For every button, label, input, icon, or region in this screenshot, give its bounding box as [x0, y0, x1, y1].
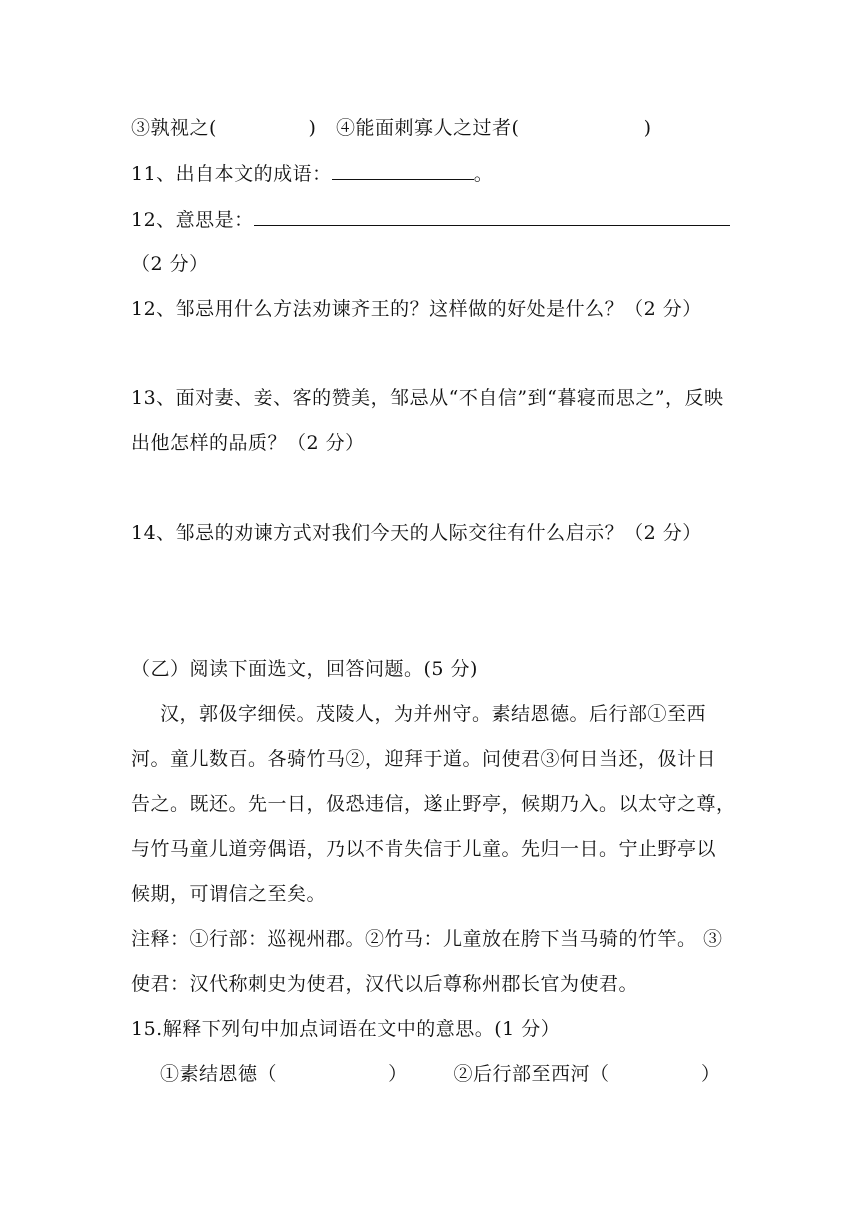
- notes-line-2: 使君：汉代称刺史为使君，汉代以后尊称州郡长官为使君。: [131, 973, 639, 995]
- passage-line: 候期，可谓信之至矣。: [131, 883, 327, 905]
- passage-line: 告之。既还。先一日，伋恐违信，遂止野亭，候期乃入。以太守之尊，: [131, 793, 736, 815]
- q15-answer-items: ①素结恩德（ ） ②后行部至西河（ ）: [160, 1063, 721, 1085]
- section-b-title: （乙）阅读下面选文，回答问题。(5 分): [131, 658, 478, 680]
- q12-meaning-score: （2 分）: [131, 253, 209, 275]
- passage-line: 汉，郭伋字细侯。茂陵人，为并州守。素结恩德。后行部①至西: [160, 703, 707, 725]
- q12-meaning-question: [131, 207, 730, 233]
- q12-meaning-answer-blank[interactable]: [254, 209, 730, 226]
- q15-question: 15.解释下列句中加点词语在文中的意思。(1 分）: [131, 1018, 561, 1040]
- passage-line: 河。童儿数百。各骑竹马②，迎拜于道。问使君③何日当还，伋计日: [131, 748, 717, 770]
- q11-answer-blank[interactable]: [332, 163, 474, 180]
- q14-question: 14、邹忌的劝谏方式对我们今天的人际交往有什么启示？（2 分）: [131, 522, 702, 544]
- q12-meaning-prefix: 12、意思是：: [131, 209, 254, 231]
- q11-suffix: 。: [473, 163, 494, 185]
- notes-line-1: 注释：①行部：巡视州郡。②竹马：儿童放在胯下当马骑的竹竿。 ③: [131, 928, 723, 950]
- q13-question-line-1: 13、面对妻、妾、客的赞美，邹忌从“不自信”到“暮寝而思之”，反映: [131, 387, 724, 409]
- q11-question: [131, 161, 493, 187]
- passage-line: 与竹马童儿道旁偶语，乃以不肯失信于儿童。先归一日。宁止野亭以: [131, 838, 717, 860]
- q11-prefix: 11、出自本文的成语：: [131, 163, 332, 185]
- q12-question: 12、邹忌用什么方法劝谏齐王的？这样做的好处是什么？（2 分）: [131, 298, 702, 320]
- q10-items-line: ③孰视之( ) ④能面刺寡人之过者( ): [131, 117, 652, 139]
- q13-question-line-2: 出他怎样的品质？（2 分）: [131, 432, 365, 454]
